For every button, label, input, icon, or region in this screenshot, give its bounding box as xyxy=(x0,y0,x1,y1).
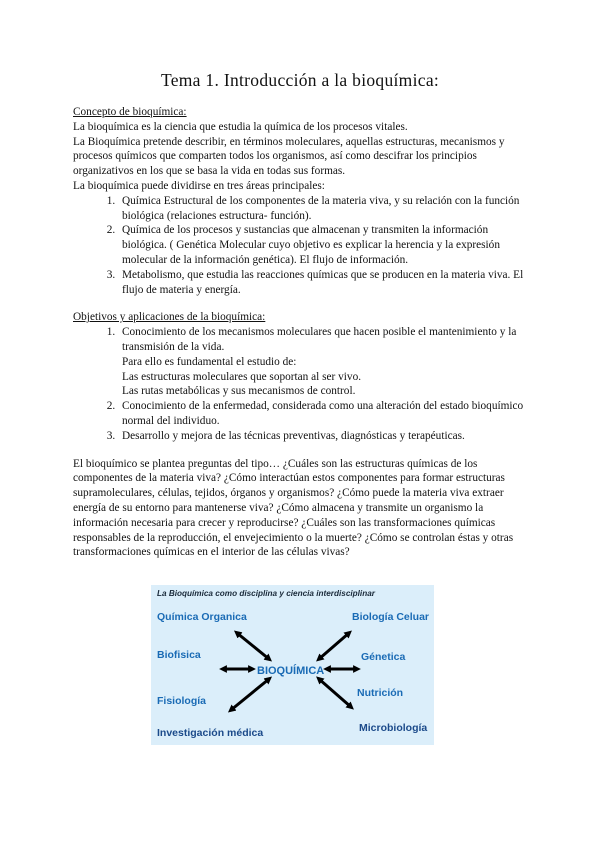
list-item-subline: Para ello es fundamental el estudio de: xyxy=(122,355,297,368)
section1-list xyxy=(73,194,533,298)
page-title: Tema 1. Introducción a la bioquímica: xyxy=(160,70,440,90)
list-item-subline: Las rutas metabólicas y sus mecanismos de control. xyxy=(122,385,356,398)
list-item xyxy=(118,325,533,399)
list-item: 3. Desarrollo y mejora de las técnicas preventivas, diagnósticas y terapéuticas. xyxy=(118,429,533,444)
list-item-text: Conocimiento de los mecanismos moleculares que hacen posible el mantenimiento y la transmisión de la vida. xyxy=(122,326,517,353)
node-bioquimica-center: BIOQUÍMICA xyxy=(257,665,325,677)
section1-paragraph-1: La bioquímica es la ciencia que estudia la química de los procesos vitales. xyxy=(73,120,408,133)
arrow-fisiologia xyxy=(231,679,269,710)
list-item: 3. Metabolismo, que estudia las reacciones químicas que se producen en la materia viva. El flujo de materia y energía. xyxy=(118,268,533,298)
section1-paragraph-2: La Bioquímica pretende describir, en términos moleculares, aquellas estructuras, mecanismos y procesos químicos que comparten todos los organismos, así como descifrar los principios organizativos en los que se basa la vida en todas sus formas. xyxy=(73,135,505,178)
list-item: 2. Conocimiento de la enfermedad, considerada como una alteración del estado bioquímico normal del individuo. xyxy=(118,399,533,429)
node-fisiologia: Fisiología xyxy=(157,695,207,707)
section2-list xyxy=(73,325,533,443)
arrow-biologia-celular xyxy=(319,633,349,659)
node-nutricion: Nutrición xyxy=(357,687,404,699)
document-body xyxy=(73,105,533,560)
node-microbiologia: Microbiología xyxy=(359,722,428,734)
node-quimica-organica: Química Organica xyxy=(157,611,247,623)
bioquimica-diagram xyxy=(151,585,434,745)
node-investigacion-medica: Investigación médica xyxy=(157,727,264,739)
node-biofisica: Biofisica xyxy=(157,649,201,661)
list-item: 1. Química Estructural de los componentes de la materia viva, y su relación con la función biológica (relaciones estructura- función). xyxy=(118,194,533,224)
questions-paragraph: El bioquímico se plantea preguntas del tipo… ¿Cuáles son las estructuras químicas de los componentes de la materia viva? ¿Cómo interactúan estos componentes para formar estructuras supramoleculares, células, tejidos, órganos y organismos? ¿Cómo puede la materia viva extraer energía de su entorno para mantenerse viva? ¿Cómo almacena y transmite un organismo la información necesaria para crecer y reproducirse? ¿Cuáles son las transformaciones químicas responsables de la reproducción, el envejecimiento o la muerte? ¿Cómo se controlan éstas y otras transformaciones químicas en el interior de las células vivas? xyxy=(73,457,514,559)
list-item: 2. Química de los procesos y sustancias que almacenan y transmiten la información biológica. ( Genética Molecular cuyo objetivo es explicar la herencia y la expresión molecular de la información genética). El flujo de información. xyxy=(118,223,533,267)
list-item-subline: Las estructuras moleculares que soportan al ser vivo. xyxy=(122,370,362,383)
section2-heading: Objetivos y aplicaciones de la bioquímica: xyxy=(73,311,266,324)
arrow-quimica-organica xyxy=(237,633,269,659)
section1-paragraph-3: La bioquímica puede dividirse en tres áreas principales: xyxy=(73,179,325,192)
diagram-title: La Bioquímica como disciplina y ciencia interdisciplinar xyxy=(157,589,375,598)
node-biologia-celular: Biología Celuar xyxy=(352,611,430,623)
section1-heading: Concepto de bioquímica: xyxy=(73,106,187,118)
node-genetica: Génetica xyxy=(361,651,406,663)
arrow-nutricion xyxy=(319,679,351,707)
